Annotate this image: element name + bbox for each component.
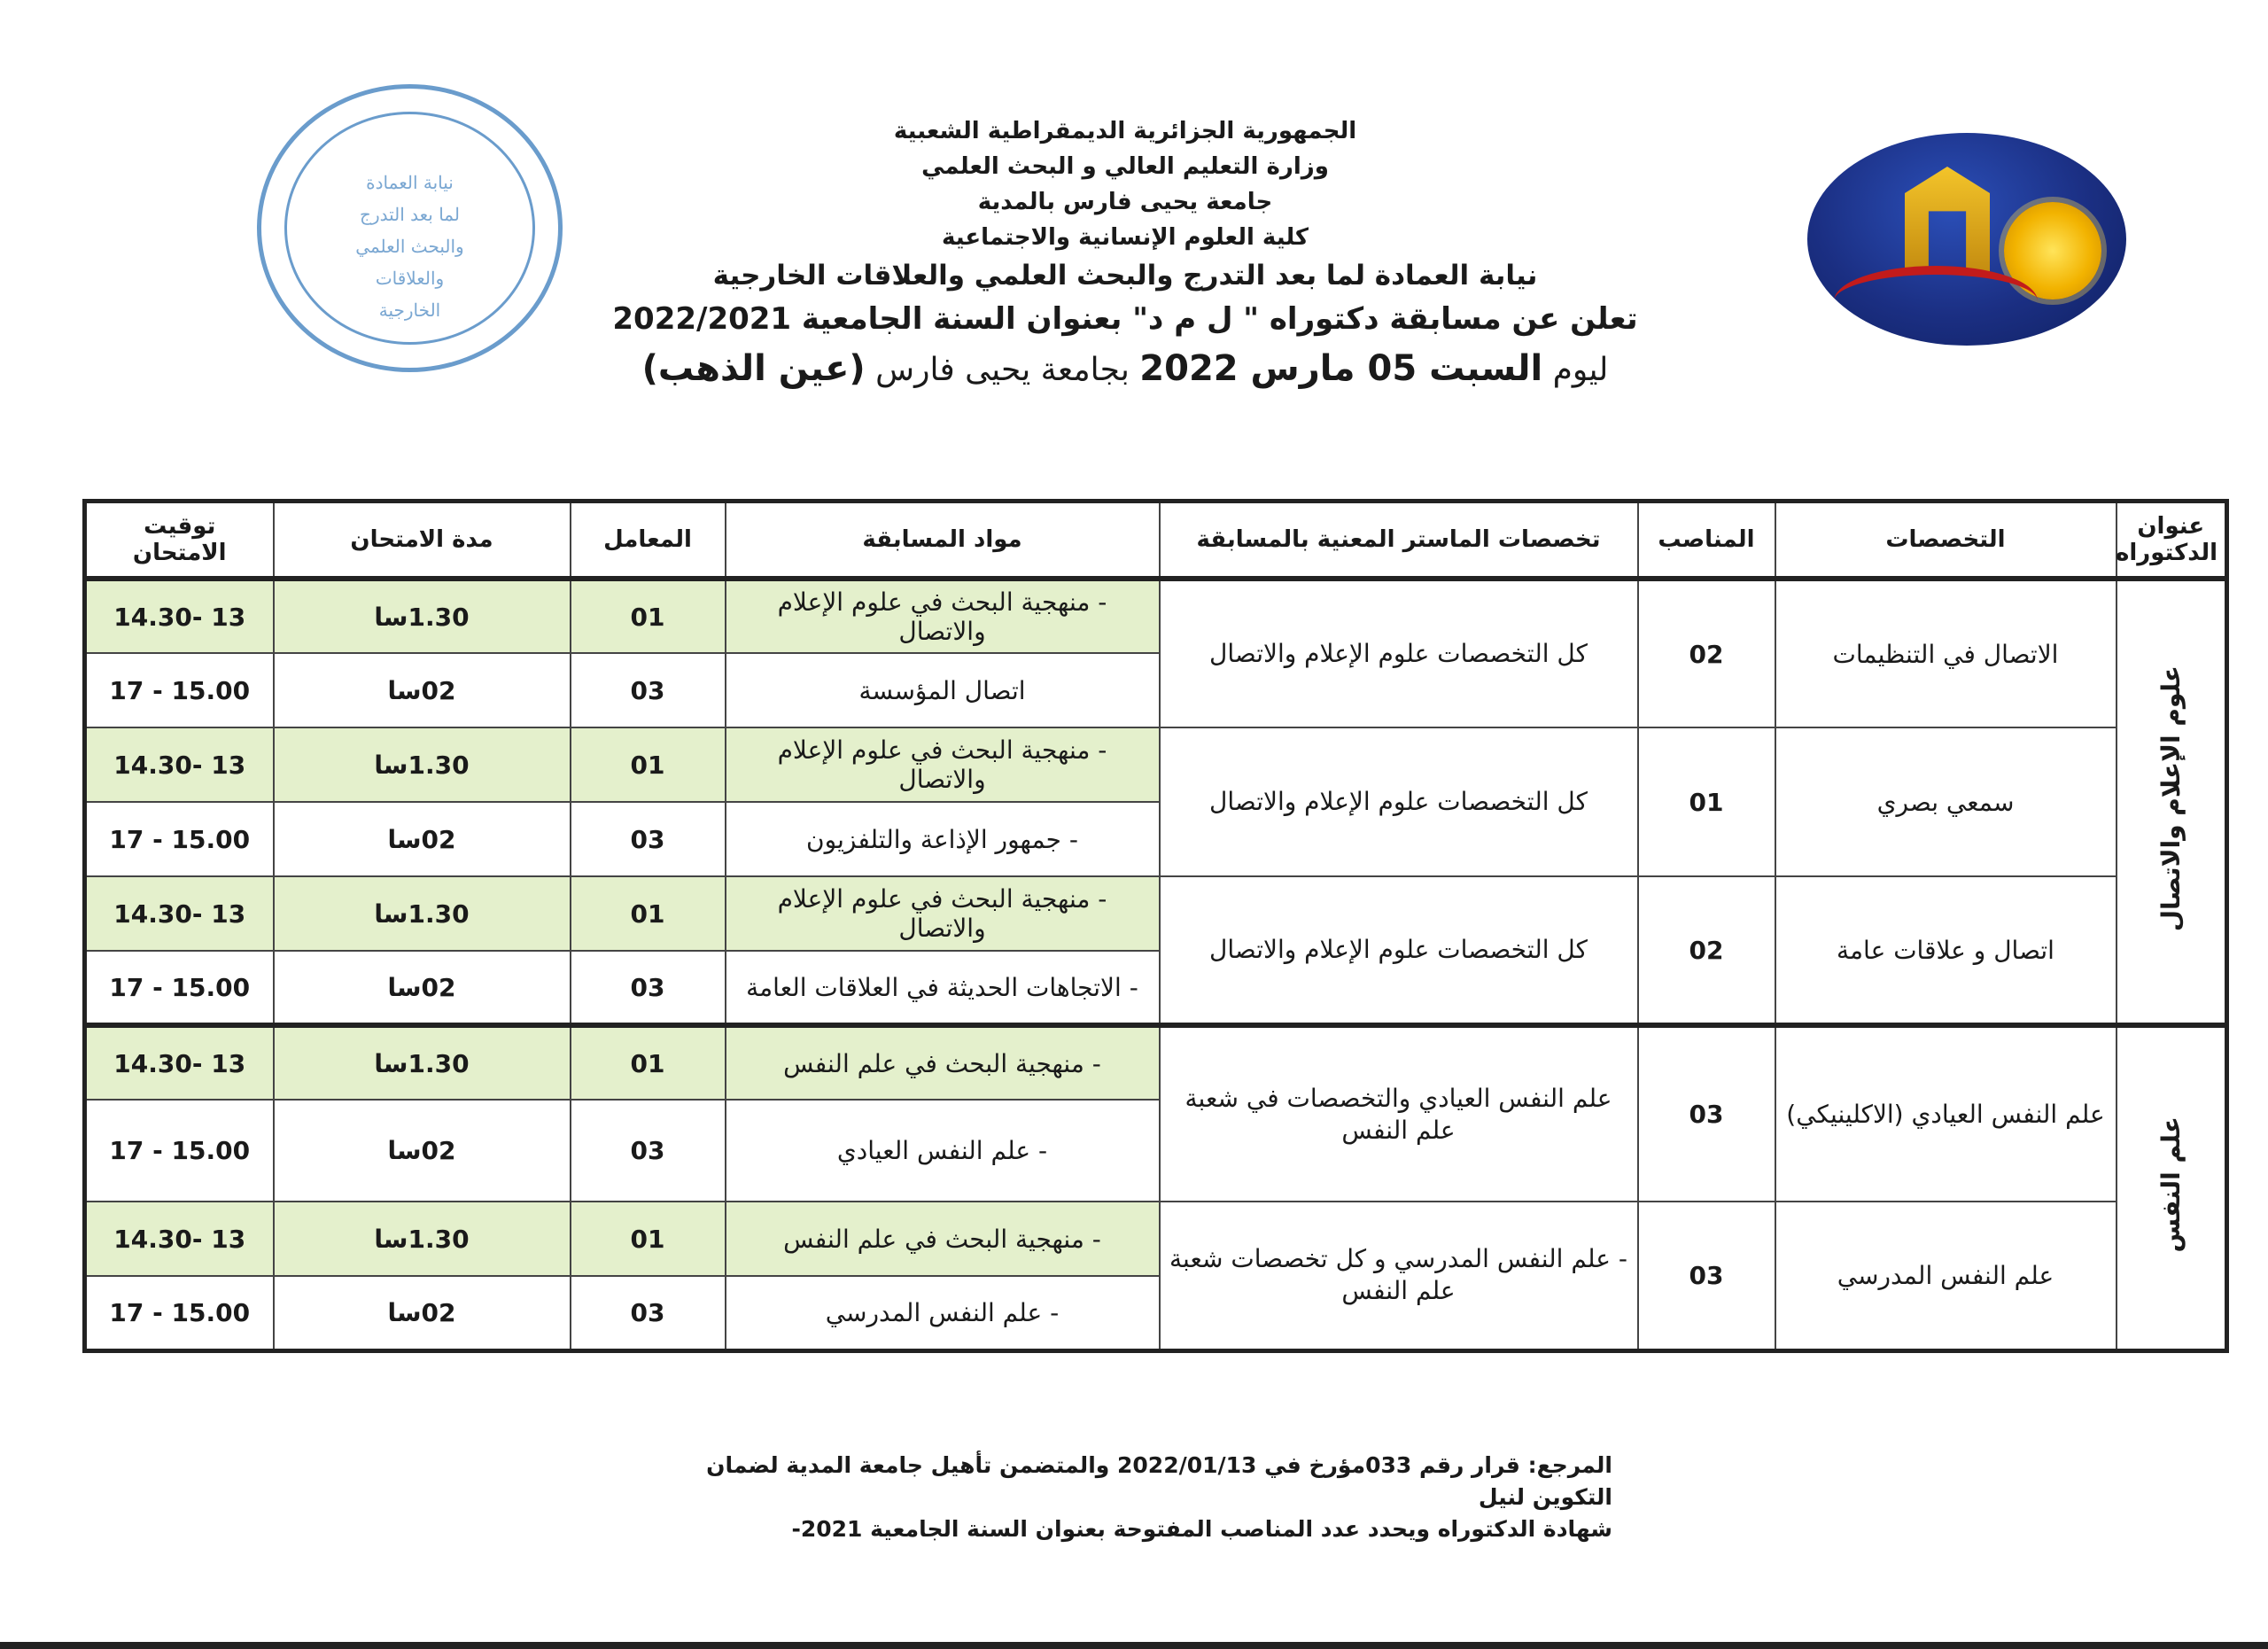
specialty-cell: الاتصال في التنظيمات xyxy=(1775,579,2117,727)
subject-cell: - الاتجاهات الحديثة في العلاقات العامة xyxy=(726,951,1160,1025)
coef-cell: 01 xyxy=(571,727,726,802)
subject-cell: - علم النفس العيادي xyxy=(726,1100,1160,1202)
duration-cell: 02سا xyxy=(274,653,571,727)
subject-cell: - علم النفس المدرسي xyxy=(726,1276,1160,1350)
document-footer-reference xyxy=(620,1450,1612,1545)
duration-cell: 1.30سا xyxy=(274,579,571,653)
master-cell: كل التخصصات علوم الإعلام والاتصال xyxy=(1160,579,1638,727)
doc-title-text: علم النفس xyxy=(2155,1116,2186,1254)
coef-cell: 03 xyxy=(571,802,726,876)
time-cell: 13 -14.30 xyxy=(85,579,274,653)
document-header xyxy=(567,113,1683,397)
positions-cell: 03 xyxy=(1638,1202,1775,1350)
positions-cell: 03 xyxy=(1638,1025,1775,1202)
subject-cell: - منهجية البحث في علم النفس xyxy=(726,1202,1160,1276)
master-cell: علم النفس العيادي والتخصصات في شعبة علم النفس xyxy=(1160,1025,1638,1202)
subject-cell: - منهجية البحث في علوم الإعلام والاتصال xyxy=(726,579,1160,653)
stamp-line: والعلاقات xyxy=(375,268,445,289)
duration-cell: 1.30سا xyxy=(274,1202,571,1276)
subject-cell: - جمهور الإذاعة والتلفزيون xyxy=(726,802,1160,876)
footer-line: شهادة الدكتوراه ويحدد عدد المناصب المفتوحة بعنوان السنة الجامعية 2021- xyxy=(791,1516,1612,1542)
col-header-specialty: التخصصات xyxy=(1775,502,2117,579)
header-date-place xyxy=(567,342,1683,397)
table-row xyxy=(85,1025,2227,1100)
subject-cell: - منهجية البحث في علم النفس xyxy=(726,1025,1160,1100)
time-cell: 13 -14.30 xyxy=(85,876,274,951)
time-cell: 15.00 - 17 xyxy=(85,951,274,1025)
exam-date: السبت 05 مارس 2022 xyxy=(1139,348,1543,389)
table-row xyxy=(85,1202,2227,1276)
stamp-line: نيابة العمادة xyxy=(366,172,454,193)
coef-cell: 01 xyxy=(571,1025,726,1100)
duration-cell: 02سا xyxy=(274,1100,571,1202)
header-ministry: وزارة التعليم العالي و البحث العلمي xyxy=(921,153,1329,180)
col-header-doc-title: عنوان الدكتوراه xyxy=(2117,502,2227,579)
duration-cell: 02سا xyxy=(274,802,571,876)
subject-cell: - منهجية البحث في علوم الإعلام والاتصال xyxy=(726,876,1160,951)
stamp-text xyxy=(323,167,496,326)
coef-cell: 03 xyxy=(571,1276,726,1350)
logo-building-shape xyxy=(1905,167,1990,273)
header-deanship: نيابة العمادة لما بعد التدرج والبحث العلمي والعلاقات الخارجية xyxy=(712,260,1538,292)
time-cell: 15.00 - 17 xyxy=(85,1100,274,1202)
specialty-cell: اتصال و علاقات عامة xyxy=(1775,876,2117,1025)
stamp-line: والبحث العلمي xyxy=(355,236,464,257)
time-cell: 13 -14.30 xyxy=(85,1025,274,1100)
master-cell: كل التخصصات علوم الإعلام والاتصال xyxy=(1160,876,1638,1025)
table-row xyxy=(85,579,2227,653)
specialty-cell: علم النفس العيادي (الاكلينيكي) xyxy=(1775,1025,2117,1202)
footer-line: المرجع: قرار رقم 033مؤرخ في 2022/01/13 والمتضمن تأهيل جامعة المدية لضمان التكوين لنيل xyxy=(706,1452,1612,1510)
duration-cell: 1.30سا xyxy=(274,876,571,951)
positions-cell: 02 xyxy=(1638,579,1775,727)
table-row xyxy=(85,727,2227,802)
time-cell: 15.00 - 17 xyxy=(85,653,274,727)
header-republic: الجمهورية الجزائرية الديمقراطية الشعبية xyxy=(893,118,1357,144)
col-header-master: تخصصات الماستر المعنية بالمسابقة xyxy=(1160,502,1638,579)
header-announcement: تعلن عن مسابقة دكتوراه " ل م د" بعنوان السنة الجامعية 2022/2021 xyxy=(612,301,1638,337)
date-venue: بجامعة يحيى فارس xyxy=(875,352,1130,388)
coef-cell: 03 xyxy=(571,653,726,727)
date-prefix: ليوم xyxy=(1552,352,1609,388)
positions-cell: 01 xyxy=(1638,727,1775,876)
col-header-subjects: مواد المسابقة xyxy=(726,502,1160,579)
col-header-time: توقيت الامتحان xyxy=(85,502,274,579)
exam-schedule-table xyxy=(82,499,2229,1353)
duration-cell: 02سا xyxy=(274,1276,571,1350)
stamp-line: لما بعد التدرج xyxy=(360,204,460,225)
time-cell: 13 -14.30 xyxy=(85,727,274,802)
time-cell: 15.00 - 17 xyxy=(85,802,274,876)
university-logo xyxy=(1807,133,2126,346)
header-faculty: كلية العلوم الإنسانية والاجتماعية xyxy=(941,224,1309,251)
master-cell: كل التخصصات علوم الإعلام والاتصال xyxy=(1160,727,1638,876)
duration-cell: 1.30سا xyxy=(274,1025,571,1100)
table-row xyxy=(85,876,2227,951)
coef-cell: 01 xyxy=(571,579,726,653)
time-cell: 13 -14.30 xyxy=(85,1202,274,1276)
master-cell: - علم النفس المدرسي و كل تخصصات شعبة علم النفس xyxy=(1160,1202,1638,1350)
duration-cell: 1.30سا xyxy=(274,727,571,802)
time-cell: 15.00 - 17 xyxy=(85,1276,274,1350)
coef-cell: 03 xyxy=(571,951,726,1025)
doc-title-cell xyxy=(2117,579,2227,1025)
doc-title-text: علوم الإعلام والاتصال xyxy=(2155,665,2186,932)
header-university: جامعة يحيى فارس بالمدية xyxy=(977,189,1273,215)
scan-bottom-edge xyxy=(0,1642,2268,1649)
subject-cell: - منهجية البحث في علوم الإعلام والاتصال xyxy=(726,727,1160,802)
coef-cell: 01 xyxy=(571,876,726,951)
logo-swoosh-shape xyxy=(1834,266,2038,337)
specialty-cell: علم النفس المدرسي xyxy=(1775,1202,2117,1350)
table-header-row xyxy=(85,502,2227,579)
positions-cell: 02 xyxy=(1638,876,1775,1025)
col-header-duration: مدة الامتحان xyxy=(274,502,571,579)
duration-cell: 02سا xyxy=(274,951,571,1025)
col-header-coef: المعامل xyxy=(571,502,726,579)
col-header-positions: المناصب xyxy=(1638,502,1775,579)
stamp-line: الخارجية xyxy=(378,299,441,321)
subject-cell: اتصال المؤسسة xyxy=(726,653,1160,727)
official-stamp xyxy=(257,84,563,372)
coef-cell: 03 xyxy=(571,1100,726,1202)
specialty-cell: سمعي بصري xyxy=(1775,727,2117,876)
doc-title-cell xyxy=(2117,1025,2227,1350)
coef-cell: 01 xyxy=(571,1202,726,1276)
venue-place: (عين الذهب) xyxy=(641,348,866,389)
